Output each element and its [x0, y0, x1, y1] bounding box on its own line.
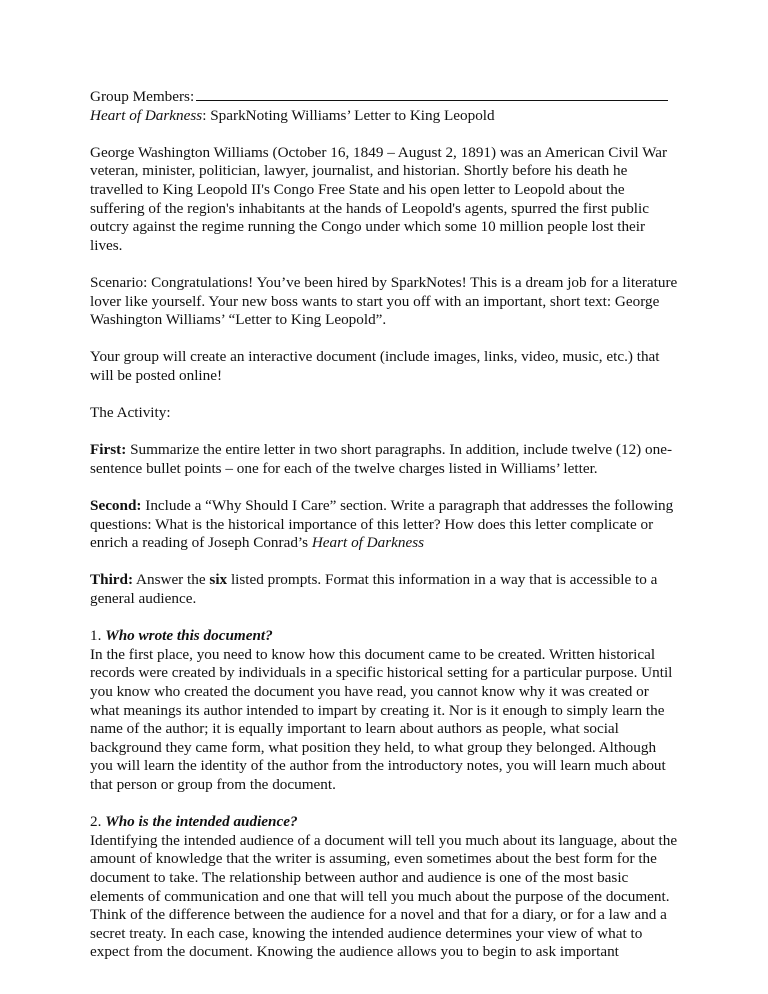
activity-heading: The Activity: — [90, 404, 171, 422]
prompt-2-heading — [90, 813, 678, 832]
title-rest: : SparkNoting Williams’ Letter to King Leopold — [202, 106, 495, 124]
third-text-a: Answer the — [133, 571, 210, 589]
group-members-label: Group Members: — [90, 88, 195, 105]
group-task-paragraph: Your group will create an interactive document (include images, links, video, music, etc.) that will be posted online! — [90, 348, 660, 384]
prompt-1-question: Who wrote this document? — [105, 627, 273, 645]
group-members-blank[interactable] — [196, 86, 668, 101]
first-step — [90, 441, 678, 478]
third-text-b: listed prompts. Format this information in a way that is accessible to a general audience. — [90, 571, 658, 608]
first-text: Summarize the entire letter in two short paragraphs. In addition, include twelve (12) one-sentence bullet points – one for each of the twelve charges listed in Williams’ letter. — [90, 441, 672, 477]
second-italic: Heart of Darkness — [311, 534, 425, 552]
second-text: Include a “Why Should I Care” section. Write a paragraph that addresses the following questions: What is the historical importance of this letter? How does this letter complicate or enrich a reading of Joseph Conrad’s — [90, 497, 674, 552]
prompt-2-number: 2. — [90, 813, 106, 831]
prompt-1-body: In the first place, you need to know how this document came to be created. Written historical records were created by individuals in a specific historical setting for a particular purpose. Until you know who created the document you have read, you cannot know why it was created or what meanings its author intended to impart by creating it. Nor is it enough to simply learn the name of the author; it is equally important to learn about authors as people, what social background they came form, what position they held, to what group they belonged. Although you will learn the identity of the author from the introductory notes, you will learn much about that person or group from the document. — [90, 645, 673, 793]
scenario-paragraph: Scenario: Congratulations! You’ve been hired by SparkNotes! This is a dream job for a literature lover like yourself. Your new boss wants to start you off with an important, short text: George Washington Williams’ “Letter to King Leopold”. — [90, 273, 678, 329]
third-label: Third: — [90, 571, 134, 589]
prompt-1-number: 1. — [90, 627, 106, 645]
document-title — [90, 107, 678, 126]
group-members-line — [90, 86, 678, 107]
intro-paragraph: George Washington Williams (October 16, 1849 – August 2, 1891) was an American Civil War veteran, minister, politician, lawyer, journalist, and historian. Shortly before his death he travelled to King Leopold II's Congo Free State and his open letter to Leopold about the suffering of the region's inhabitants at the hands of Leopold's agents, spurred the first public outcry against the regime running the Congo under which some 10 million people lost their lives. — [90, 143, 668, 254]
third-bold-word: six — [209, 571, 228, 589]
third-step — [90, 571, 678, 608]
prompt-2-question: Who is the intended audience? — [105, 813, 298, 831]
title-italic: Heart of Darkness — [90, 106, 203, 124]
prompt-2-body: Identifying the intended audience of a document will tell you much about its language, about the amount of knowledge that the writer is assuming, even sometimes about the best form for the document to take. The relationship between author and audience is one of the most basic elements of communication and one that will tell you much about the purpose of the document. Think of the difference between the audience for a novel and that for a diary, or for a law and a secret treaty. In each case, knowing the intended audience determines your view of what to expect from the document. Knowing the audience allows you to begin to ask important — [90, 831, 678, 961]
first-label: First: — [90, 441, 127, 459]
second-label: Second: — [90, 497, 142, 515]
prompt-1-heading — [90, 627, 678, 646]
second-step — [90, 497, 678, 553]
